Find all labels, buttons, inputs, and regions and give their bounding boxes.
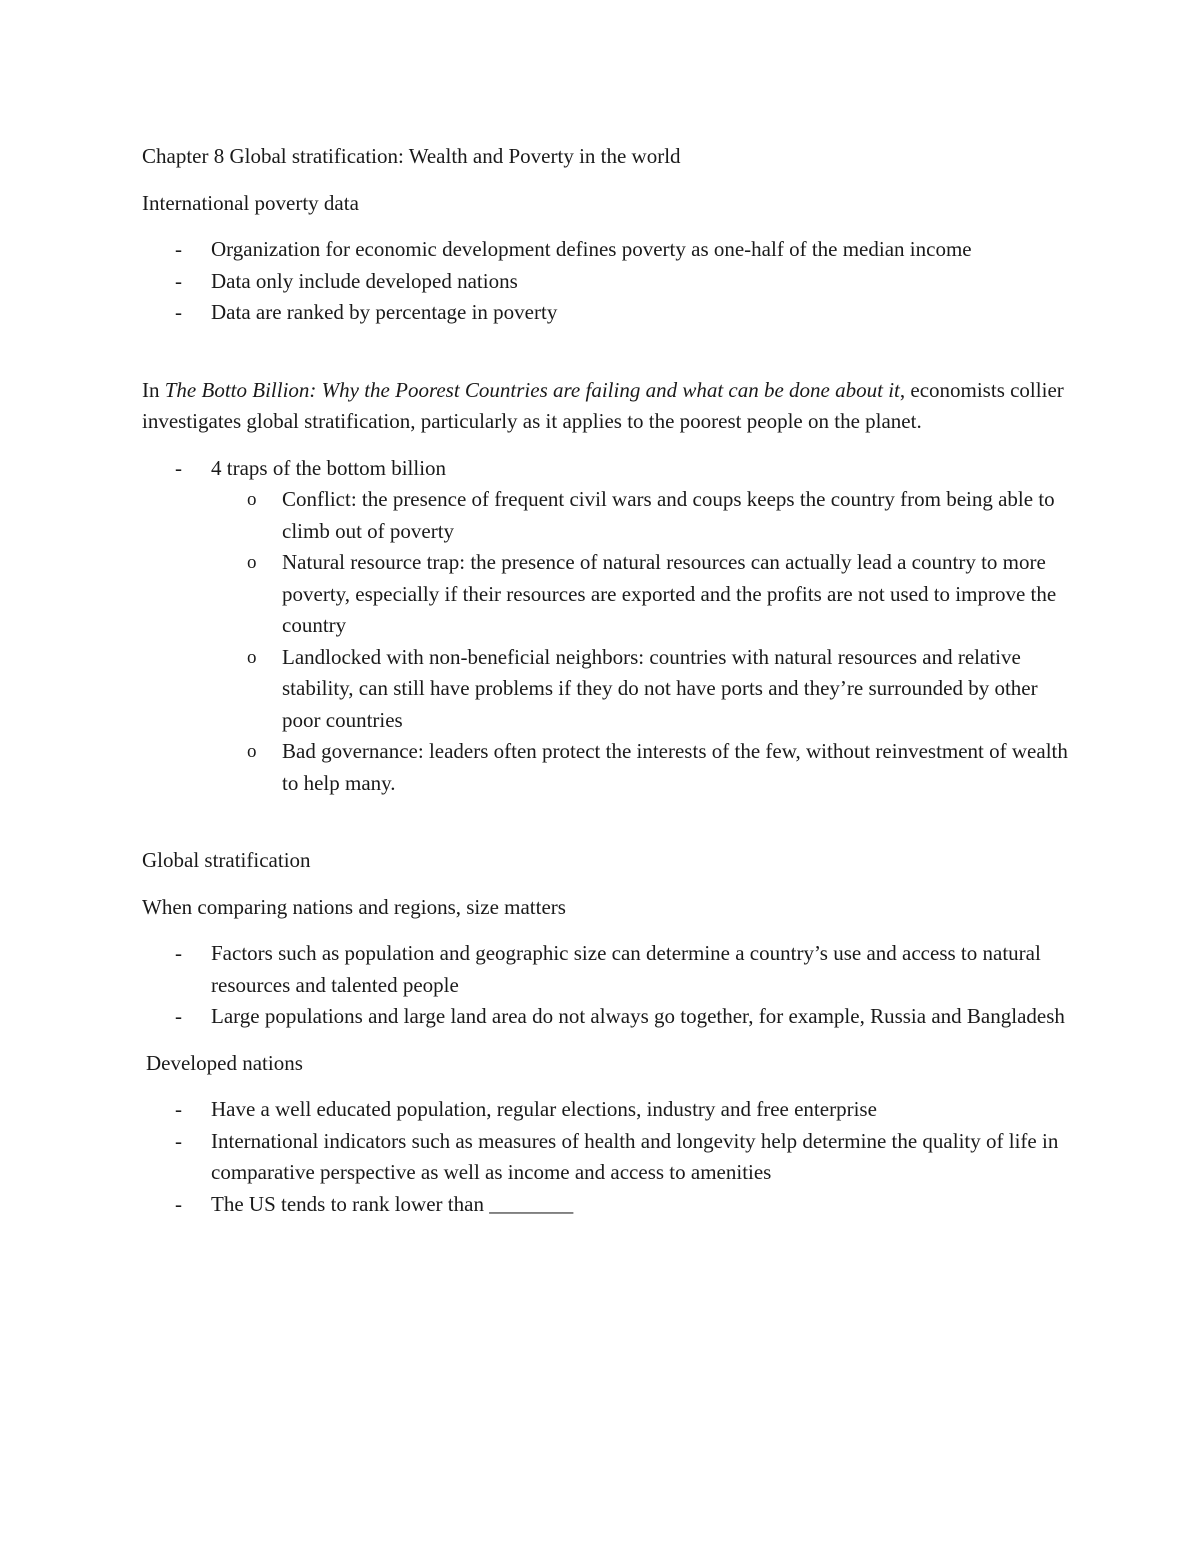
list-item-text: Large populations and large land area do not always go together, for example, Russia and Bangladesh — [211, 1004, 1065, 1028]
list-item-text: Organization for economic development defines poverty as one-half of the median income — [211, 237, 972, 261]
list-item-text: Factors such as population and geographic size can determine a country’s use and access to natural resources and talented people — [211, 941, 1041, 997]
list-item-text: Have a well educated population, regular elections, industry and free enterprise — [211, 1097, 877, 1121]
circle-bullet: o — [247, 489, 257, 510]
list-item — [142, 938, 1072, 1001]
list-item — [142, 1126, 1072, 1189]
dash-bullet: - — [175, 455, 182, 480]
circle-bullet: o — [247, 552, 257, 573]
book-title: The Botto Billion: Why the Poorest Countries are failing and what can be done about it — [164, 377, 900, 402]
intro-prefix: In — [142, 377, 165, 402]
size-matters-list — [142, 938, 1072, 1033]
developed-nations-list — [142, 1094, 1072, 1220]
dash-bullet: - — [175, 1097, 182, 1121]
traps-sublist — [211, 484, 1072, 799]
sub-list-item — [211, 736, 1072, 799]
list-item — [142, 1094, 1072, 1126]
dash-bullet: - — [175, 237, 182, 261]
list-item — [142, 297, 1072, 329]
sub-list-item-text: Landlocked with non-beneficial neighbors: countries with natural resources and relative stability, can still have problems if they do not have ports and they’re surrounded by other poor countries — [282, 644, 1038, 732]
sub-list-item-text: Conflict: the presence of frequent civil wars and coups keeps the country from being able to climb out of poverty — [282, 487, 1055, 543]
dash-bullet: - — [175, 1004, 182, 1028]
list-item-text: 4 traps of the bottom billion — [211, 455, 447, 480]
list-item — [142, 1189, 1072, 1221]
chapter-title: Chapter 8 Global stratification: Wealth and Poverty in the world — [142, 144, 681, 168]
section-heading-developed-nations: Developed nations — [146, 1050, 303, 1075]
list-item-text: Data are ranked by percentage in poverty — [211, 300, 558, 324]
section-heading-global-stratification: Global stratification — [142, 848, 311, 872]
intro-suffix: , economists collier investigates global stratification, particularly as it applies to the poorest people on the planet. — [142, 377, 1064, 433]
dash-bullet: - — [175, 1191, 182, 1216]
traps-list — [142, 453, 1072, 800]
sub-list-item — [211, 484, 1072, 547]
list-item-text: Data only include developed nations — [211, 268, 518, 293]
sub-list-item — [211, 642, 1072, 737]
circle-bullet: o — [247, 741, 257, 762]
sub-list-item-text: Bad governance: leaders often protect the interests of the few, without reinvestment of wealth to help many. — [282, 739, 1068, 795]
section-heading-poverty-data: International poverty data — [142, 190, 359, 215]
blank-line — [142, 344, 1072, 375]
sub-list-item — [211, 547, 1072, 642]
list-item-text: The US tends to rank lower than ________ — [211, 1191, 574, 1216]
list-item — [142, 266, 1072, 298]
blank-line — [142, 814, 1072, 845]
dash-bullet: - — [175, 1128, 182, 1153]
sub-list-item-text: Natural resource trap: the presence of natural resources can actually lead a country to more poverty, especially if their resources are exported and the profits are not used to improve the country — [282, 550, 1057, 637]
dash-bullet: - — [175, 300, 182, 324]
dash-bullet: - — [175, 941, 182, 965]
list-item-text: International indicators such as measures of health and longevity help determine the quality of life in comparative perspective as well as income and access to amenities — [211, 1128, 1059, 1184]
dash-bullet: - — [175, 268, 182, 293]
bottom-billion-intro — [142, 375, 1072, 438]
list-item — [142, 1001, 1072, 1033]
list-item — [142, 234, 1072, 266]
document-page — [142, 141, 1072, 1235]
list-item — [142, 453, 1072, 800]
circle-bullet: o — [247, 646, 257, 668]
poverty-data-list — [142, 234, 1072, 329]
section-subheading-size-matters: When comparing nations and regions, size matters — [142, 894, 566, 919]
